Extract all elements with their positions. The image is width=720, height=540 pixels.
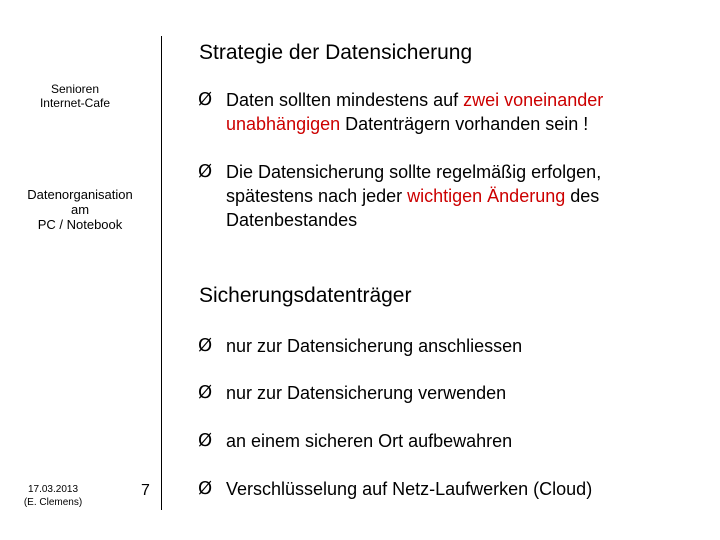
list-item — [198, 381, 720, 405]
bullet2-line2: spätestens nach jeder wichtigen Änderung des — [226, 186, 600, 206]
highlight-independent: unabhängigen — [226, 114, 341, 134]
topic-line-2: am — [70, 202, 90, 217]
org-line-1: Senioren — [50, 82, 100, 96]
slide-title: Strategie der Datensicherung — [199, 41, 473, 64]
bullet-regular-backup — [198, 160, 720, 232]
list-item — [198, 429, 720, 453]
list-item-text: nur zur Datensicherung verwenden — [226, 383, 507, 403]
bullet1-line1: Daten sollten mindestens auf zwei voneinander — [226, 90, 604, 110]
footer-author: (E. Clemens) — [23, 497, 83, 508]
bullet-arrow-icon: Ø — [198, 335, 213, 356]
list-item — [198, 334, 720, 358]
highlight-two-independent: zwei voneinander — [463, 90, 604, 110]
org-line-2: Internet-Cafe — [39, 96, 111, 110]
footer-date: 17.03.2013 — [27, 484, 79, 495]
list-item-text: nur zur Datensicherung anschliessen — [226, 336, 523, 356]
bullet-arrow-icon: Ø — [198, 382, 213, 403]
bullet-arrow-icon: Ø — [198, 161, 213, 182]
sidebar-topic-label — [10, 187, 150, 232]
bullet-arrow-icon: Ø — [198, 478, 213, 499]
topic-line-3: PC / Notebook — [37, 217, 123, 232]
bullet-arrow-icon: Ø — [198, 89, 213, 110]
list-item-text: an einem sicheren Ort aufbewahren — [226, 431, 513, 451]
list-item — [198, 477, 720, 501]
bullet2-line1: Die Datensicherung sollte regelmäßig erfolgen, — [226, 162, 602, 182]
footer-date-author — [18, 483, 88, 509]
vertical-divider — [161, 36, 162, 510]
sidebar-org-label — [20, 82, 130, 110]
bullet-arrow-icon: Ø — [198, 430, 213, 451]
page-number: 7 — [141, 482, 150, 499]
bullet-redundancy — [198, 88, 720, 136]
section-subtitle: Sicherungsdatenträger — [199, 284, 412, 307]
highlight-important-change: wichtigen Änderung — [407, 186, 566, 206]
bullet1-line2: unabhängigen Datenträgern vorhanden sein ! — [226, 114, 589, 134]
list-item-text: Verschlüsselung auf Netz-Laufwerken (Cloud) — [226, 479, 593, 499]
bullet2-line3: Datenbestandes — [226, 210, 358, 230]
topic-line-1: Datenorganisation — [27, 187, 133, 202]
